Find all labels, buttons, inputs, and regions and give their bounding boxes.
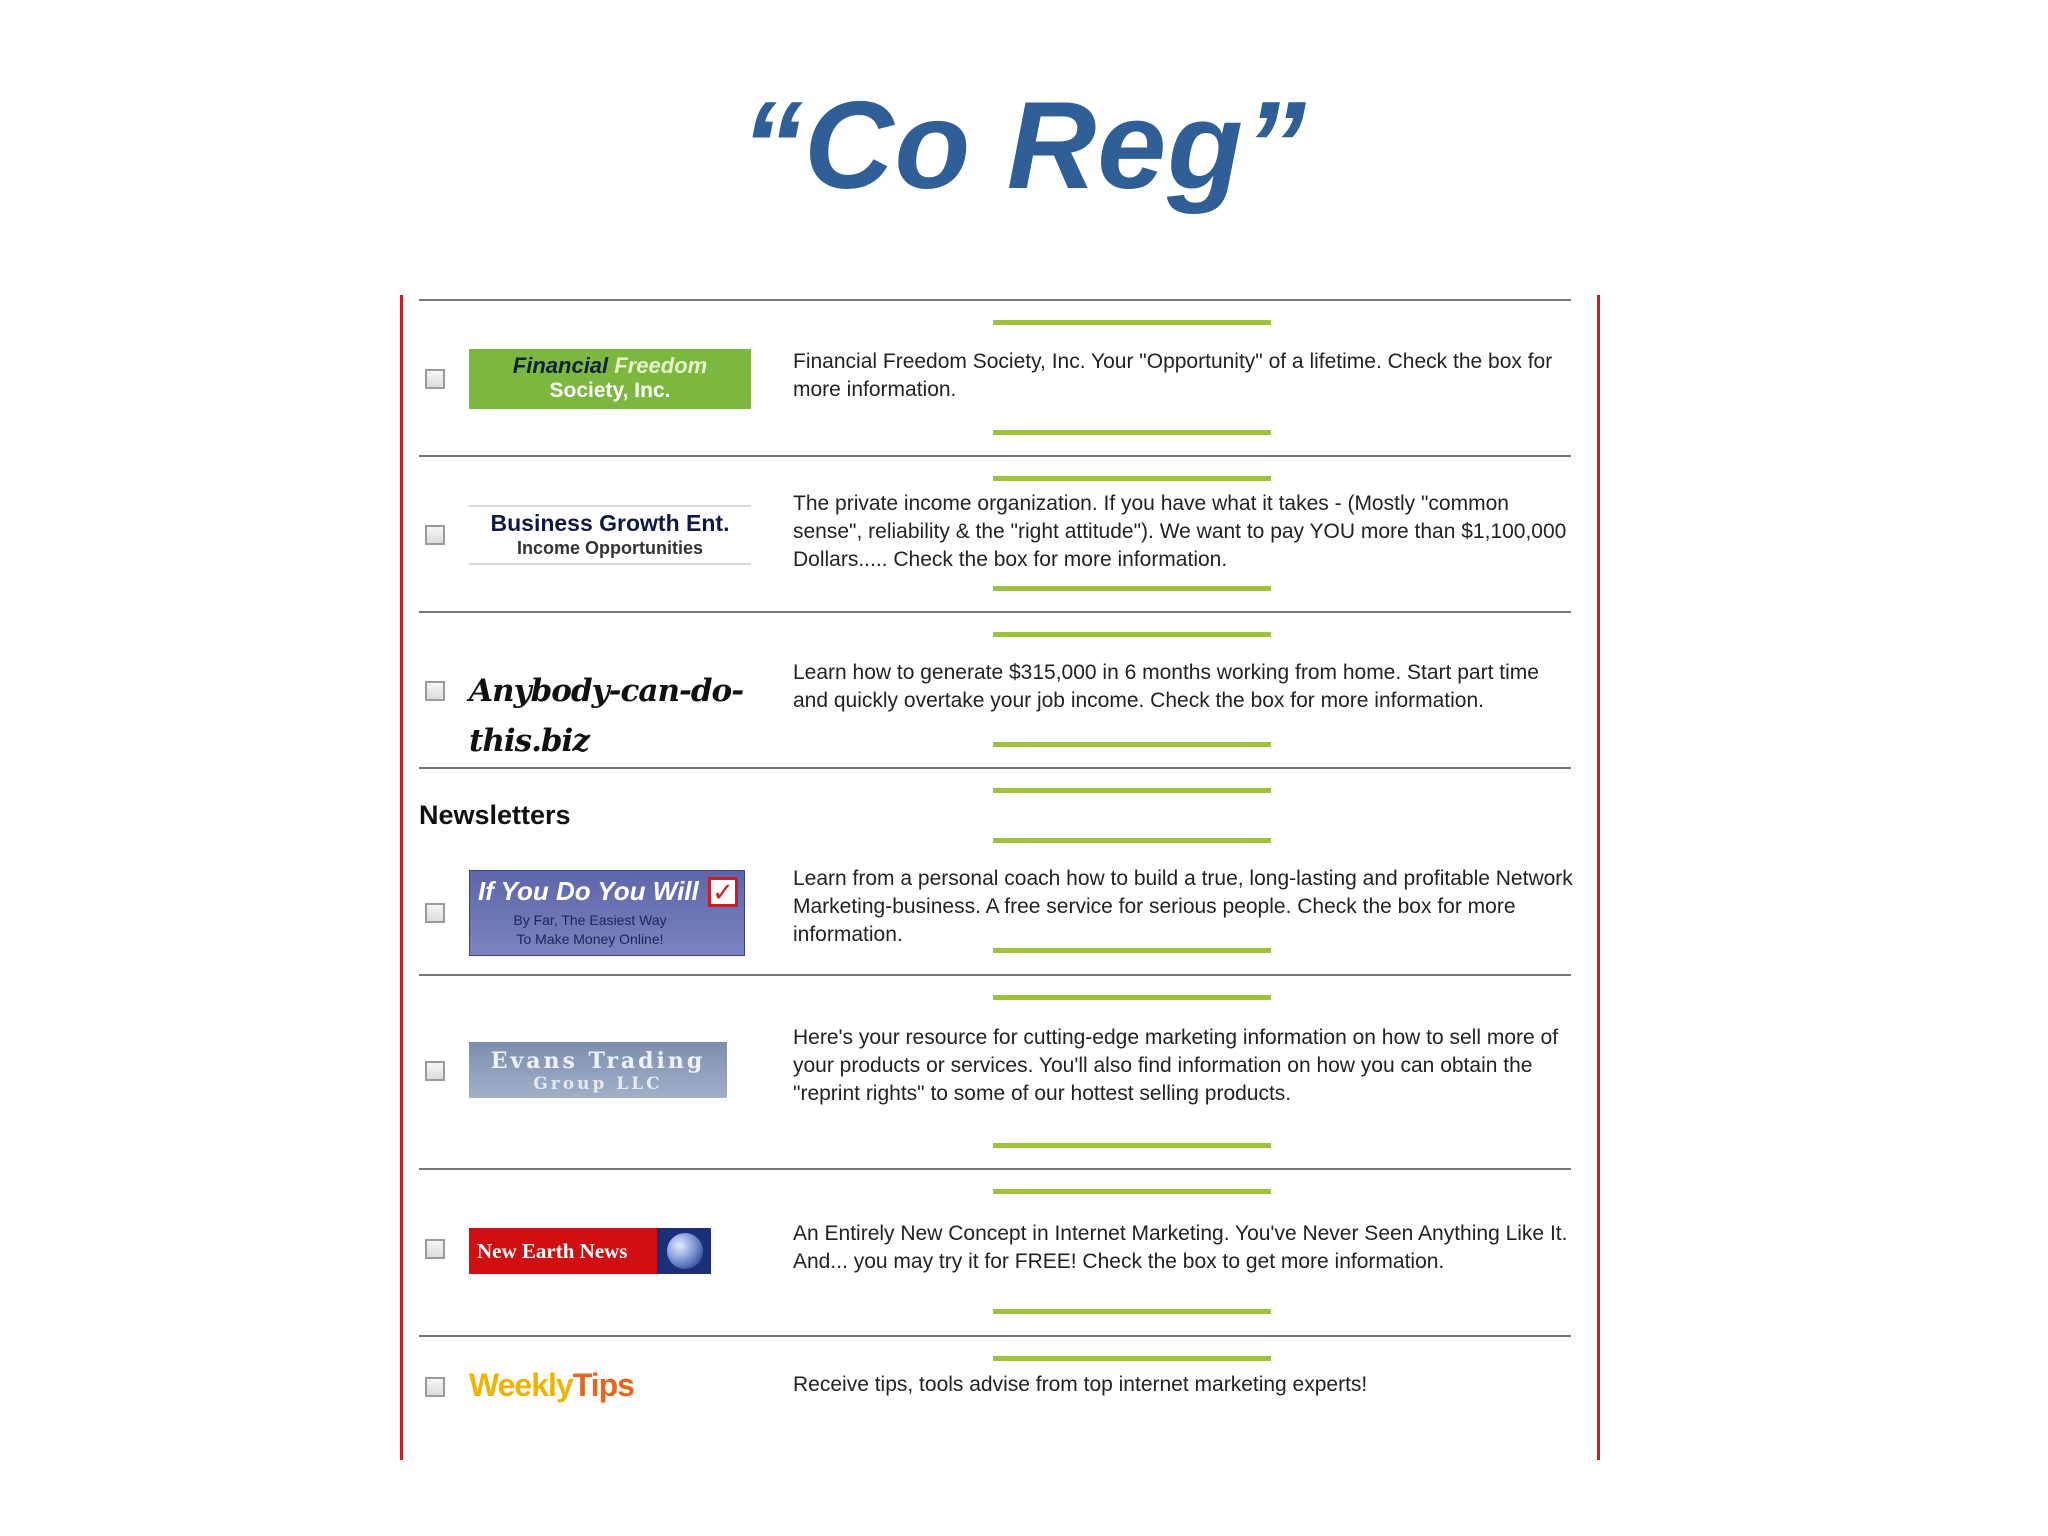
co-reg-offer-panel [400,295,1600,1460]
financial-freedom-logo [469,349,751,409]
newsletter-row-new-earth-news [403,1168,1597,1335]
logo-text: Society, Inc. [549,379,671,402]
logo-tagline [470,911,710,949]
checkmark-icon: ✓ [708,877,738,907]
logo-text: To Make Money Online! [516,931,664,947]
anybody-can-do-this-logo [469,666,783,759]
newsletter-row-weekly-tips [403,1335,1597,1445]
opt-in-checkbox-business-growth[interactable] [425,525,445,545]
business-growth-logo [469,505,751,565]
logo-text: Tips [572,1367,634,1403]
opt-in-checkbox-new-earth-news[interactable] [425,1239,445,1259]
logo-text: By Far, The Easiest Way [513,912,667,928]
offer-description: Learn how to generate $315,000 in 6 months working from home. Start part time and quickly overtake your job income. Check the box for more information. [793,661,1539,712]
newsletter-description: Here's your resource for cutting-edge marketing information on how to sell more of your products or services. You'll also find information on how you can obtain the "reprint rights" to some of our hottest selling products. [793,1026,1559,1105]
weekly-tips-logo [469,1363,634,1407]
logo-text: Financial [512,353,609,378]
newsletter-row-if-you-do-you-will [403,835,1597,974]
slide-title: “Co Reg” [741,77,1307,215]
if-you-do-you-will-logo [469,870,745,956]
offer-description: Financial Freedom Society, Inc. Your "Opportunity" of a lifetime. Check the box for more information. [793,350,1553,401]
newsletters-heading: Newsletters [419,800,571,830]
logo-text: Anybody-can-do-this.biz [469,673,744,759]
offer-row-financial-freedom [403,295,1597,455]
logo-text: If You Do You Will [478,876,699,906]
opt-in-checkbox-evans-trading[interactable] [425,1061,445,1081]
opt-in-checkbox-financial-freedom[interactable] [425,369,445,389]
logo-text: Freedom [614,353,708,378]
globe-icon [667,1233,703,1269]
logo-text: New Earth News [477,1239,628,1263]
opt-in-checkbox-if-you-do-you-will[interactable] [425,903,445,923]
logo-text: Group LLC [533,1074,663,1094]
newsletter-description: An Entirely New Concept in Internet Marketing. You've Never Seen Anything Like It. And... you may try it for FREE! Check the box to get more information. [793,1222,1568,1273]
divider [419,767,1571,769]
logo-text: Weekly [469,1367,573,1403]
offer-row-anybody-can-do-this [403,611,1597,767]
newsletter-row-evans-trading [403,974,1597,1168]
newsletter-description: Receive tips, tools advise from top internet marketing experts! [793,1373,1368,1396]
new-earth-news-logo [469,1228,711,1274]
accent-line [993,788,1271,793]
offer-row-business-growth [403,455,1597,611]
logo-text: Income Opportunities [516,538,703,558]
logo-text: Business Growth Ent. [490,510,730,536]
offer-description: The private income organization. If you have what it takes - (Mostly "common sense", reliability & the "right attitude"). We want to pay YOU more than $1,100,000 Dollars..... Check the box for more information. [793,492,1567,571]
opt-in-checkbox-anybody-can-do-this[interactable] [425,681,445,701]
evans-trading-logo [469,1042,727,1098]
logo-text: Evans Trading [490,1048,706,1074]
opt-in-checkbox-weekly-tips[interactable] [425,1377,445,1397]
newsletter-description: Learn from a personal coach how to build a true, long-lasting and profitable Network Marketing-business. A free service for serious people. Check the box for more information. [793,867,1573,946]
